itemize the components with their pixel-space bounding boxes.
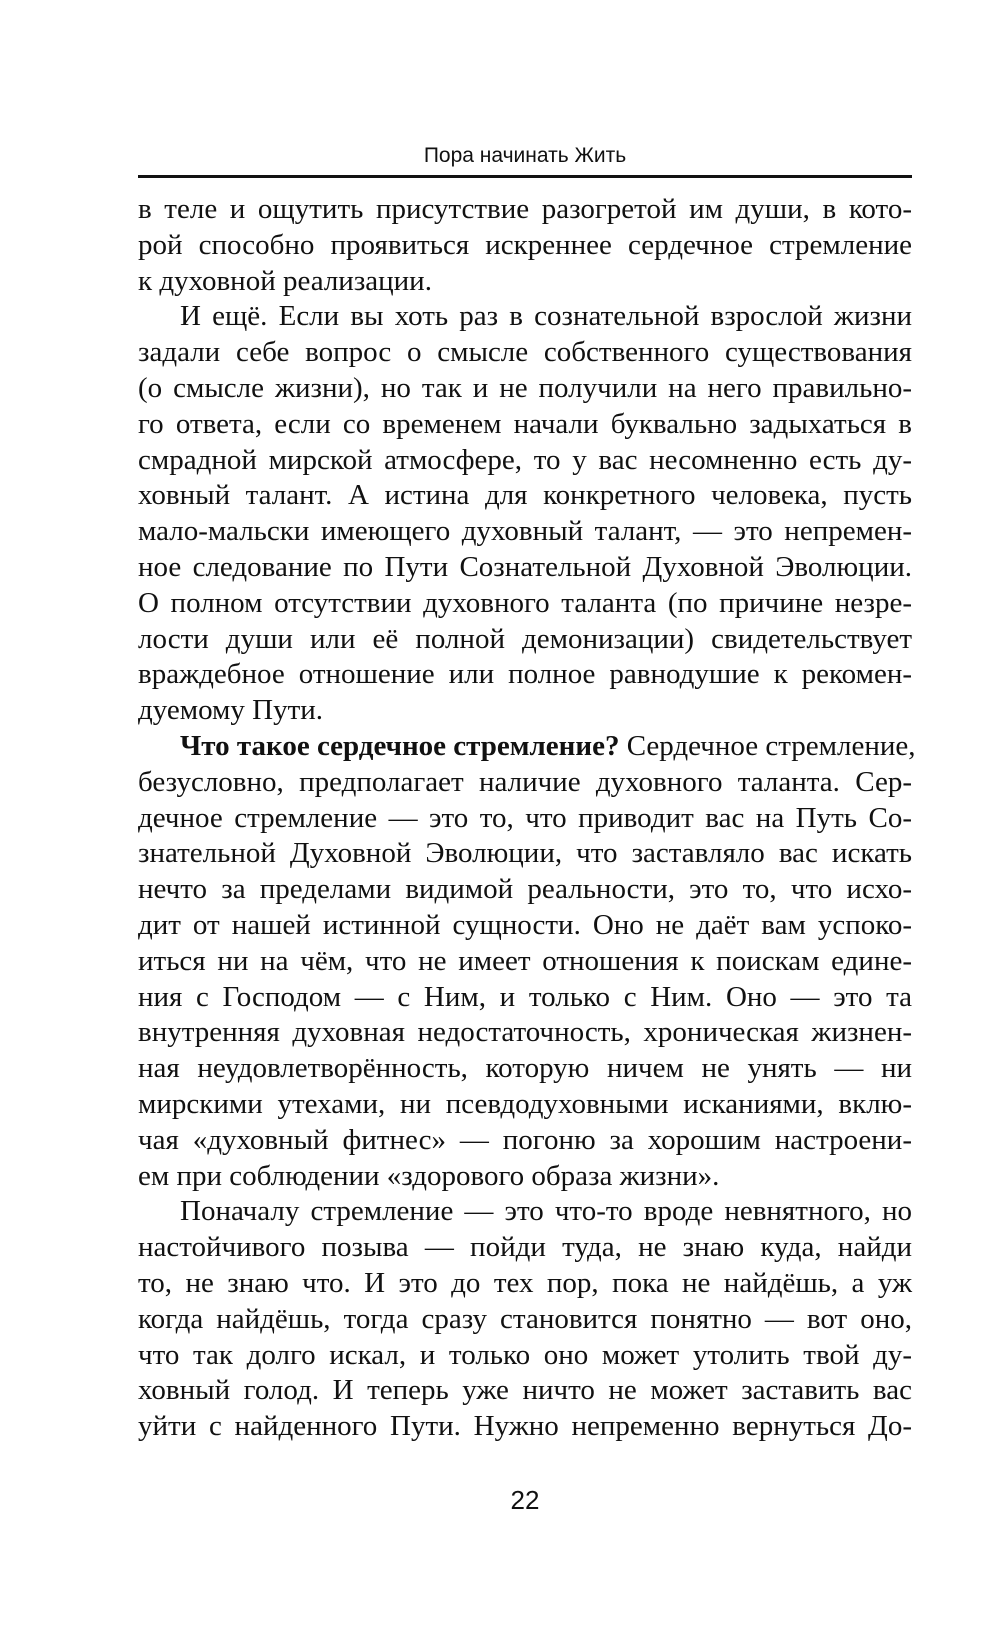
text-line: что так долго искал, и только оно может утолить твой ду- — [138, 1338, 912, 1371]
text-line: к духовной реализации. — [138, 264, 432, 297]
paragraph — [138, 299, 912, 729]
header-rule — [138, 175, 912, 178]
page-number: 22 — [510, 1485, 540, 1515]
text-line: знательной Духовной Эволюции, что заставляло вас искать — [138, 837, 912, 870]
text-line: мало-мальски имеющего духовный талант, — это непремен- — [138, 515, 912, 548]
text-line: чая «духовный фитнес» — погоню за хорошим настроени- — [138, 1123, 912, 1156]
text-line: дит от нашей истинной сущности. Оно не даёт вам успоко- — [138, 908, 912, 941]
text-line: нечто за пределами видимой реальности, это то, что исхо- — [138, 873, 912, 906]
text-line: рой способно проявиться искреннее сердечное стремление — [138, 228, 912, 261]
bold-question: Что такое сердечное стремление? — [180, 729, 620, 762]
text-line: настойчивого позыва — пойди туда, не знаю куда, найди — [138, 1231, 912, 1264]
text-line: ем при соблюдении «здорового образа жизни». — [138, 1159, 720, 1192]
text-line: иться ни на чём, что не имеет отношения к поискам едине- — [138, 944, 912, 977]
paragraph — [138, 192, 912, 299]
text-line: го ответа, если со временем начали буквально задыхаться в — [138, 407, 912, 440]
text-line: безусловно, предполагает наличие духовного таланта. Сер- — [138, 765, 912, 798]
text-line: О полном отсутствии духовного таланта (по причине незре- — [138, 586, 912, 619]
text-line: уйти с найденного Пути. Нужно непременно вернуться До- — [138, 1410, 912, 1443]
text-line: внутренняя духовная недостаточность, хроническая жизнен- — [138, 1016, 912, 1049]
text-line-content: И ещё. Если вы хоть раз в сознательной взрослой жизни — [180, 300, 912, 333]
body-text — [138, 192, 916, 1445]
text-line: ния с Господом — с Ним, и только с Ним. Оно — это та — [138, 980, 912, 1013]
text-line: дечное стремление — это то, что приводит вас на Путь Со- — [138, 801, 912, 834]
text-line: когда найдёшь, тогда сразу становится понятно — вот оно, — [138, 1302, 912, 1335]
text-line: то, не знаю что. И это до тех пор, пока не найдёшь, а уж — [138, 1266, 912, 1299]
text-line — [138, 729, 916, 765]
running-header: Пора начинать Жить — [423, 144, 627, 167]
text-line: лости души или её полной демонизации) свидетельствует — [138, 622, 912, 655]
text-line: ховный талант. А истина для конкретного человека, пусть — [138, 479, 912, 512]
text-line: дуемому Пути. — [138, 694, 324, 727]
paragraph — [138, 729, 916, 1194]
paragraph — [138, 1194, 912, 1445]
text-line — [138, 299, 912, 335]
text-line: мирскими утехами, ни псевдодуховными исканиями, вклю- — [138, 1087, 912, 1120]
text-line-content: Сердечное стремление, — [619, 729, 916, 762]
text-line: ная неудовлетворённость, которую ничем не унять — ни — [138, 1052, 912, 1085]
text-line: ное следование по Пути Сознательной Духовной Эволюции. — [138, 550, 912, 583]
text-line: враждебное отношение или полное равнодушие к рекомен- — [138, 658, 912, 691]
text-line: смрадной мирской атмосфере, то у вас несомненно есть ду- — [138, 443, 912, 476]
text-line: задали себе вопрос о смысле собственного существования — [138, 336, 912, 369]
text-line: ховный голод. И теперь уже ничто не может заставить вас — [138, 1374, 912, 1407]
text-line-content: Поначалу стремление — это что-то вроде невнятного, но — [180, 1195, 912, 1228]
text-line — [138, 1194, 912, 1230]
text-line: (о смысле жизни), но так и не получили на него правильно- — [138, 371, 912, 404]
text-line: в теле и ощутить присутствие разогретой им души, в кото- — [138, 193, 912, 225]
